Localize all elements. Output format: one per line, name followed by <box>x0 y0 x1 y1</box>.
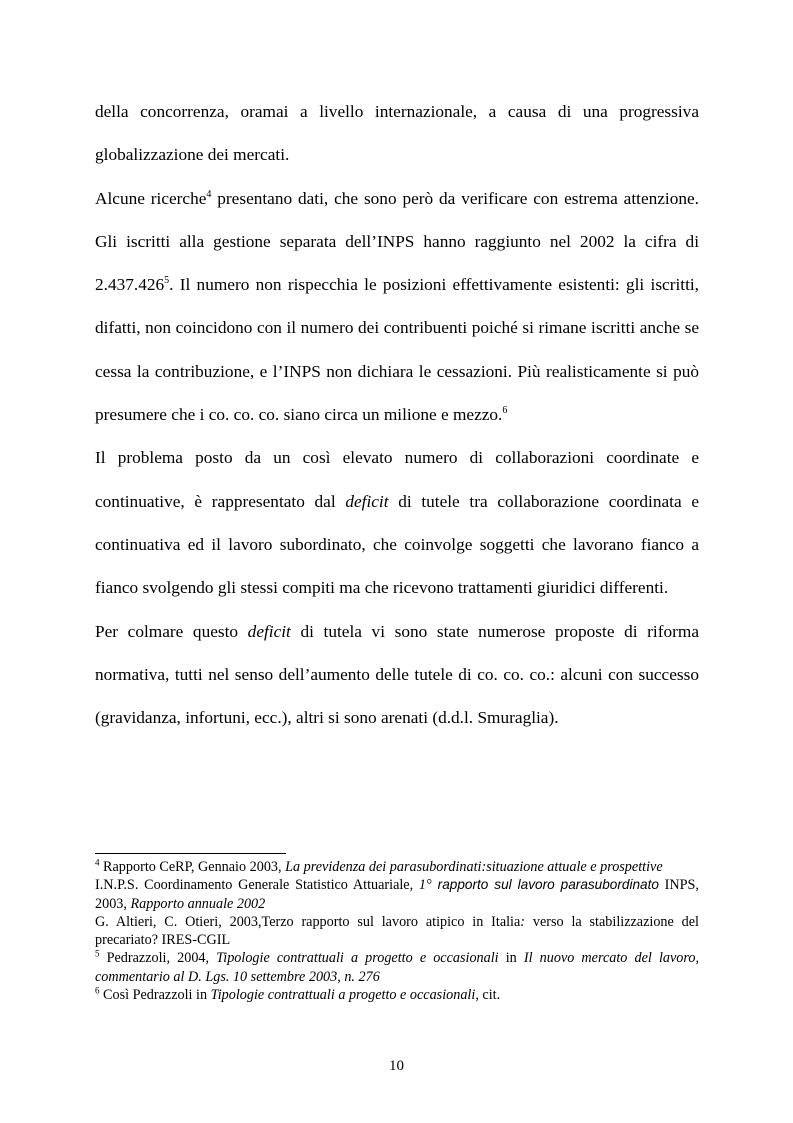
footnote-text: Pedrazzoli, 2004, <box>99 950 217 967</box>
footnote-number: 4 <box>95 857 100 868</box>
emphasis: deficit <box>345 491 389 511</box>
footnote-4-ref-3 <box>95 913 699 950</box>
footnote-number: 5 <box>95 948 100 959</box>
footnote-number: 6 <box>95 985 100 996</box>
paragraph-3 <box>95 436 699 609</box>
paragraph-text: Il problema posto da un così elevato numero di collaborazioni coordinate e continuative, è rappresentato dal <box>95 448 699 511</box>
footnote-title: Tipologie contrattuali a progetto e occasionali <box>216 950 499 967</box>
footnote-text: : <box>520 913 526 930</box>
footnote-separator <box>95 853 286 854</box>
footnote-text: verso la stabilizzazione del precariato? IRES-CGIL <box>95 913 699 949</box>
footnote-text: G. Altieri, C. Otieri, 2003,Terzo rapporto sul lavoro atipico in Italia <box>95 913 521 930</box>
footnote-text: in <box>498 950 524 967</box>
page-number: 10 <box>389 1058 404 1074</box>
footnote-text: INPS, 2003, <box>95 877 699 912</box>
footnote-ref-6[interactable]: 6 <box>502 405 508 417</box>
footnote-text: Rapporto CeRP, Gennaio 2003, <box>99 859 286 875</box>
footnote-text: Così Pedrazzoli in <box>99 987 211 1004</box>
paragraph-text: presentano dati, che sono però da verificare con estrema attenzione. Gli iscritti alla gestione separata dell’INPS hanno raggiunto nel 2002 la cifra di 2.437.426 <box>95 188 699 295</box>
paragraph-4 <box>95 610 699 740</box>
paragraph-text: di tutele tra collaborazione coordinata e continuativa ed il lavoro subordinato, che coinvolge soggetti che lavorano fianco a fianco svolgendo gli stessi compiti ma che ricevono trattamenti giuridici differenti. <box>95 491 699 598</box>
paragraph-text: Per colmare questo <box>95 621 248 641</box>
emphasis: deficit <box>247 621 291 641</box>
footnote-title: Il nuovo mercato del lavoro, commentario al D. Lgs. 10 settembre 2003, n. 276 <box>95 950 700 985</box>
paragraph-2 <box>95 177 699 437</box>
footnote-ref-4[interactable]: 4 <box>206 188 212 200</box>
paragraph-text: . Il numero non rispecchia le posizioni effettivamente esistenti: gli iscritti, difatti, non coincidono con il numero dei contribuenti poiché si rimane iscritti anche se cessa la contribuzione, e l’INPS non dichiara le cessazioni. Più realisticamente si può presumere che i co. co. co. siano circa un milione e mezzo. <box>95 275 699 425</box>
paragraph-text: Alcune ricerche <box>95 188 207 208</box>
paragraph-text: della concorrenza, oramai a livello internazionale, a causa di una progressiva globalizzazione dei mercati. <box>95 102 699 165</box>
paragraph-1 <box>95 90 699 177</box>
footnote-title: Tipologie contrattuali a progetto e occasionali <box>210 987 476 1004</box>
footnote-text: , cit. <box>475 987 501 1004</box>
footnote-text: I.N.P.S. Coordinamento Generale Statistico Attuariale, <box>95 877 419 894</box>
footnote-title: Rapporto annuale 2002 <box>130 895 266 912</box>
body-text <box>95 90 699 739</box>
footnote-title: La previdenza dei parasubordinati:situazione attuale e prospettive <box>285 859 663 875</box>
footnote-5 <box>95 949 699 986</box>
footnote-title: rapporto sul lavoro parasubordinato <box>431 877 659 893</box>
footnote-6 <box>95 986 699 1004</box>
footnote-4 <box>95 858 699 876</box>
footnotes <box>95 858 699 1004</box>
footnote-ref-5[interactable]: 5 <box>164 275 170 287</box>
footnote-title: 1° <box>418 877 432 894</box>
footnote-4-ref-2 <box>95 876 699 913</box>
paragraph-text: di tutela vi sono state numerose proposte di riforma normativa, tutti nel senso dell’aumento delle tutele di co. co. co.: alcuni con successo (gravidanza, infortuni, ecc.), altri si sono arenati (d.d.l. Smuraglia). <box>95 621 699 728</box>
